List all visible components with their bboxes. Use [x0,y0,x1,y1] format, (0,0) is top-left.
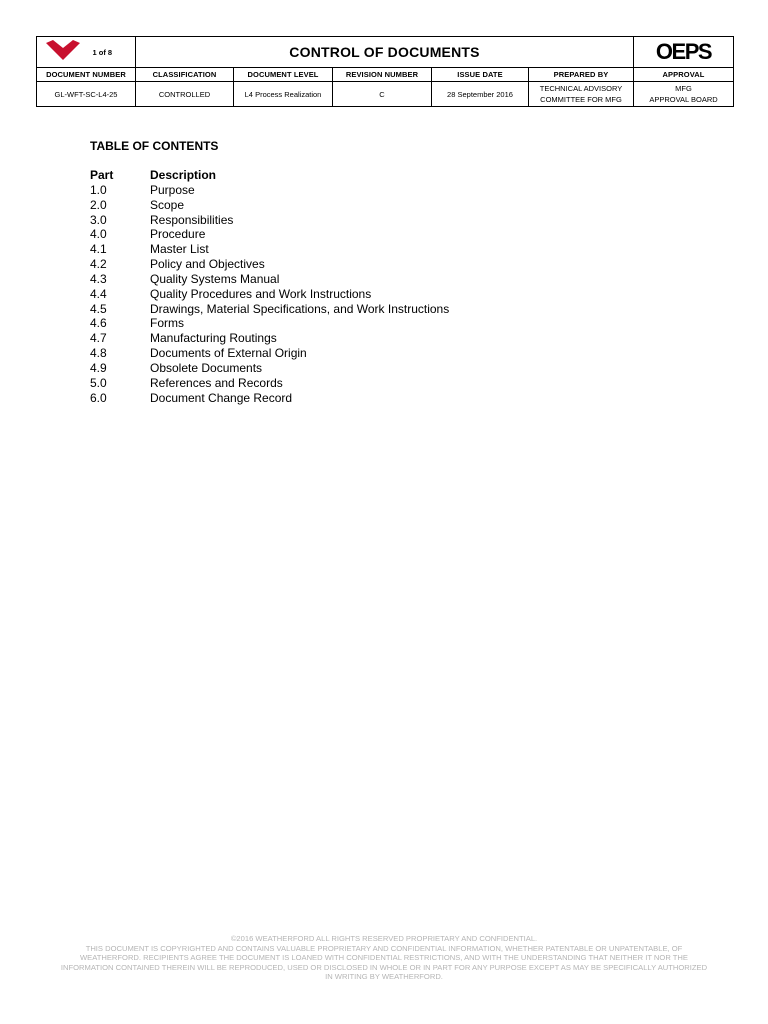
approval-line: MFG [675,84,692,93]
toc-description: Forms [150,316,184,331]
toc-row [90,391,449,406]
toc-header-row [90,168,449,183]
toc-description-header: Description [150,168,217,182]
document-level-value: L4 Process Realization [234,82,333,107]
col-document-level: DOCUMENT LEVEL [234,68,333,82]
col-approval: APPROVAL [634,68,734,82]
toc-description: Quality Procedures and Work Instructions [150,286,372,301]
footer-line: IN WRITING BY WEATHERFORD. [325,972,443,982]
revision-number-value: C [333,82,432,107]
toc-description: Policy and Objectives [150,257,265,272]
footer-line: INFORMATION CONTAINED THEREIN WILL BE REPRODUCED, USED OR DISCLOSED IN WHOLE OR IN PART FOR ANY PURPOSE EXCEPT AS MAY BE SPECIFICALLY AUTHORIZED [60,962,708,972]
footer-line: THIS DOCUMENT IS COPYRIGHTED AND CONTAINS VALUABLE PROPRIETARY AND CONFIDENTIAL INFORMATION, WHETHER PATENTABLE OR UNPATENTABLE, OF [85,943,683,953]
prepared-by-line: COMMITTEE FOR MFG [540,95,622,104]
toc-row [90,361,449,376]
toc-description: Master List [150,242,209,257]
toc-title: TABLE OF CONTENTS [90,139,219,153]
toc-part-number: 4.5 [90,301,107,316]
toc-row [90,376,449,391]
w-logo-icon [45,39,81,61]
col-issue-date: ISSUE DATE [432,68,529,82]
issue-date-value: 28 September 2016 [432,82,529,107]
col-classification: CLASSIFICATION [136,68,234,82]
document-number-value: GL-WFT-SC-L4-25 [37,82,136,107]
col-document-number: DOCUMENT NUMBER [37,68,136,82]
toc-row [90,331,449,346]
table-of-contents [90,139,449,406]
toc-description: Obsolete Documents [150,360,263,375]
toc-row [90,183,449,198]
toc-part-number: 4.0 [90,227,107,242]
toc-part-number: 4.4 [90,286,107,301]
document-title: CONTROL OF DOCUMENTS [136,37,634,68]
toc-part-number: 4.2 [90,257,107,272]
toc-part-number: 4.3 [90,271,107,286]
toc-part-number: 5.0 [90,375,107,390]
toc-description: References and Records [150,375,283,390]
toc-row [90,198,449,213]
toc-description: Responsibilities [150,212,234,227]
toc-part-number: 4.7 [90,331,107,346]
toc-row [90,213,449,228]
toc-part-number: 6.0 [90,390,107,405]
approval-line: APPROVAL BOARD [649,95,718,104]
toc-part-number: 4.1 [90,242,107,257]
toc-row [90,272,449,287]
footer-line: ©2016 WEATHERFORD ALL RIGHTS RESERVED PROPRIETARY AND CONFIDENTIAL. [230,934,538,943]
toc-part-number: 4.8 [90,346,107,361]
toc-description: Procedure [150,227,206,242]
classification-value: CONTROLLED [136,82,234,107]
page-indicator: 1 of 8 [89,37,136,68]
footer-line: WEATHERFORD. RECIPIENTS AGREE THE DOCUMENT IS LOANED WITH CONFIDENTIAL RESTRICTIONS, AND WITH THE UNDERSTANDING THAT NEITHER IT NOR THE [80,953,688,963]
toc-description: Drawings, Material Specifications, and Work Instructions [150,301,450,316]
approval-value [634,82,734,107]
toc-part-number: 4.9 [90,360,107,375]
prepared-by-value [529,82,634,107]
toc-description: Manufacturing Routings [150,331,277,346]
toc-part-number: 2.0 [90,197,107,212]
toc-row [90,227,449,242]
toc-description: Document Change Record [150,390,293,405]
toc-row [90,302,449,317]
toc-part-number: 3.0 [90,212,107,227]
oeps-logo: OEPS [634,37,734,68]
col-prepared-by: PREPARED BY [529,68,634,82]
document-header-table [36,36,734,107]
toc-row [90,346,449,361]
toc-row [90,257,449,272]
toc-description: Quality Systems Manual [150,271,280,286]
toc-row [90,316,449,331]
toc-rows [90,183,449,406]
toc-description: Purpose [150,182,195,197]
toc-part-number: 4.6 [90,316,107,331]
toc-part-number: 1.0 [90,182,107,197]
prepared-by-line: TECHNICAL ADVISORY [539,84,623,93]
toc-description: Scope [150,197,185,212]
confidentiality-footer [30,934,738,982]
toc-description: Documents of External Origin [150,346,307,361]
toc-part-header: Part [90,168,114,182]
toc-row [90,287,449,302]
toc-row [90,242,449,257]
company-logo [37,37,89,68]
col-revision-number: REVISION NUMBER [333,68,432,82]
